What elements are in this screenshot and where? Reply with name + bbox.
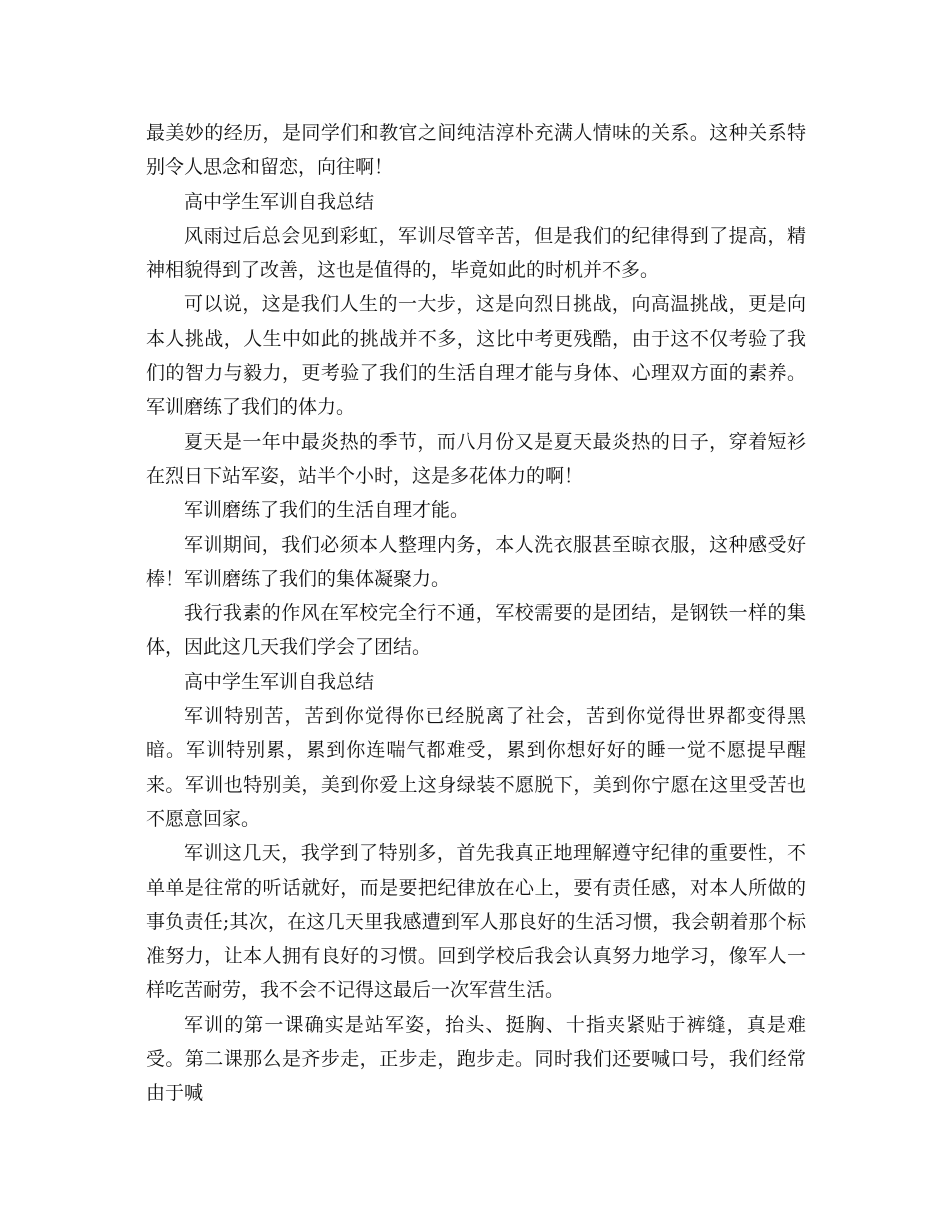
paragraph: 风雨过后总会见到彩虹，军训尽管辛苦，但是我们的纪律得到了提高，精神相貌得到了改善，这也是值得的，毕竟如此的时机并不多。	[146, 224, 806, 282]
paragraph: 军训的第一课确实是站军姿，抬头、挺胸、十指夹紧贴于裤缝，真是难受。第二课那么是齐步走，正步走，跑步走。同时我们还要喊口号，我们经常由于喊	[146, 1013, 806, 1105]
paragraph: 军训期间，我们必须本人整理内务，本人洗衣服甚至晾衣服，这种感受好棒！军训磨练了我们的集体凝聚力。	[146, 533, 806, 590]
paragraph-continuation: 最美妙的经历，是同学们和教官之间纯洁淳朴充满人情味的关系。这种关系特别令人思念和留恋，向往啊！	[146, 122, 806, 179]
paragraph: 军训磨练了我们的生活自理才能。	[184, 499, 470, 522]
paragraph: 军训特别苦，苦到你觉得你已经脱离了社会，苦到你觉得世界都变得黑暗。军训特别累，累到你连喘气都难受，累到你想好好的睡一觉不愿提早醒来。军训也特别美，美到你爱上这身绿装不愿脱下，美到你宁愿在这里受苦也不愿意回家。	[146, 705, 806, 830]
section-heading: 高中学生军训自我总结	[184, 190, 375, 213]
paragraph: 可以说，这是我们人生的一大步，这是向烈日挑战，向高温挑战，更是向本人挑战，人生中如此的挑战并不多，这比中考更残酷，由于这不仅考验了我们的智力与毅力，更考验了我们的生活自理才能与身体、心理双方面的素养。军训磨练了我们的体力。	[146, 293, 806, 419]
paragraph: 夏天是一年中最炎热的季节，而八月份又是夏天最炎热的日子，穿着短衫在烈日下站军姿，站半个小时，这是多花体力的啊！	[146, 430, 806, 487]
paragraph: 我行我素的作风在军校完全行不通，军校需要的是团结，是钢铁一样的集体，因此这几天我们学会了团结。	[146, 602, 806, 659]
section-heading: 高中学生军训自我总结	[184, 670, 375, 693]
document-body	[146, 116, 806, 1111]
paragraph: 军训这几天，我学到了特别多，首先我真正地理解遵守纪律的重要性，不单单是往常的听话就好，而是要把纪律放在心上，要有责任感，对本人所做的事负责任;其次，在这几天里我感遭到军人那良好的生活习惯，我会朝着那个标准努力，让本人拥有良好的习惯。回到学校后我会认真努力地学习，像军人一样吃苦耐劳，我不会不记得这最后一次军营生活。	[146, 842, 806, 1002]
